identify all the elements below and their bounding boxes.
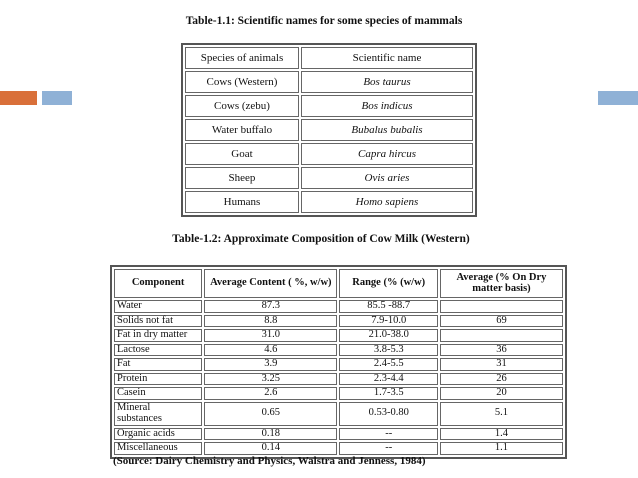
species-table xyxy=(181,43,477,217)
value-cell: 2.6 xyxy=(204,387,337,400)
accent-bar-orange xyxy=(0,91,37,105)
table-row xyxy=(185,143,473,165)
table-row xyxy=(185,71,473,93)
value-cell: 36 xyxy=(440,344,563,357)
table-header-row xyxy=(185,47,473,69)
scientific-name-cell: Bubalus bubalis xyxy=(301,119,473,141)
value-cell: 1.4 xyxy=(440,428,563,441)
table-row xyxy=(185,167,473,189)
value-cell: 3.8-5.3 xyxy=(339,344,437,357)
value-cell: 0.14 xyxy=(204,442,337,455)
component-cell: Organic acids xyxy=(114,428,202,441)
species-cell: Cows (Western) xyxy=(185,71,299,93)
component-cell: Lactose xyxy=(114,344,202,357)
value-cell: 31 xyxy=(440,358,563,371)
value-cell: 8.8 xyxy=(204,315,337,328)
value-cell: 0.18 xyxy=(204,428,337,441)
value-cell: 87.3 xyxy=(204,300,337,313)
column-header: Component xyxy=(114,269,202,298)
table2-caption: Table-1.2: Approximate Composition of Cow Milk (Western) xyxy=(172,233,470,245)
value-cell: 4.6 xyxy=(204,344,337,357)
table-row xyxy=(185,95,473,117)
value-cell: 26 xyxy=(440,373,563,386)
table-row xyxy=(114,358,563,371)
header-scientific-name: Scientific name xyxy=(301,47,473,69)
species-cell: Sheep xyxy=(185,167,299,189)
component-cell: Fat in dry matter xyxy=(114,329,202,342)
column-header: Average Content ( %, w/w) xyxy=(204,269,337,298)
scientific-name-cell: Homo sapiens xyxy=(301,191,473,213)
milk-composition-table xyxy=(110,265,567,459)
value-cell: 7.9-10.0 xyxy=(339,315,437,328)
component-cell: Solids not fat xyxy=(114,315,202,328)
accent-bar-blue-left xyxy=(42,91,72,105)
value-cell: 85.5 -88.7 xyxy=(339,300,437,313)
value-cell: 3.9 xyxy=(204,358,337,371)
table-row xyxy=(185,119,473,141)
species-cell: Humans xyxy=(185,191,299,213)
component-cell: Water xyxy=(114,300,202,313)
column-header: Range (% (w/w) xyxy=(339,269,437,298)
value-cell xyxy=(440,329,563,342)
table-row xyxy=(114,315,563,328)
table-row xyxy=(185,191,473,213)
value-cell: 1.7-3.5 xyxy=(339,387,437,400)
table-row xyxy=(114,428,563,441)
value-cell: 31.0 xyxy=(204,329,337,342)
species-cell: Goat xyxy=(185,143,299,165)
table-row xyxy=(114,329,563,342)
component-cell: Fat xyxy=(114,358,202,371)
value-cell: 2.4-5.5 xyxy=(339,358,437,371)
source-note: (Source: Dairy Chemistry and Physics, Walstra and Jenness, 1984) xyxy=(113,455,426,467)
value-cell: -- xyxy=(339,442,437,455)
table-row xyxy=(114,442,563,455)
accent-bar-blue-right xyxy=(598,91,638,105)
value-cell xyxy=(440,300,563,313)
scientific-name-cell: Bos indicus xyxy=(301,95,473,117)
table-row xyxy=(114,344,563,357)
table-row xyxy=(114,300,563,313)
value-cell: 0.53-0.80 xyxy=(339,402,437,426)
table-header-row xyxy=(114,269,563,298)
species-cell: Water buffalo xyxy=(185,119,299,141)
column-header: Average (% On Dry matter basis) xyxy=(440,269,563,298)
component-cell: Mineral substances xyxy=(114,402,202,426)
value-cell: 0.65 xyxy=(204,402,337,426)
value-cell: 1.1 xyxy=(440,442,563,455)
header-species: Species of animals xyxy=(185,47,299,69)
table-row xyxy=(114,402,563,426)
scientific-name-cell: Bos taurus xyxy=(301,71,473,93)
species-cell: Cows (zebu) xyxy=(185,95,299,117)
scientific-name-cell: Capra hircus xyxy=(301,143,473,165)
value-cell: 2.3-4.4 xyxy=(339,373,437,386)
scientific-name-cell: Ovis aries xyxy=(301,167,473,189)
value-cell: 21.0-38.0 xyxy=(339,329,437,342)
value-cell: -- xyxy=(339,428,437,441)
value-cell: 3.25 xyxy=(204,373,337,386)
table-row xyxy=(114,373,563,386)
table-row xyxy=(114,387,563,400)
value-cell: 69 xyxy=(440,315,563,328)
value-cell: 5.1 xyxy=(440,402,563,426)
component-cell: Protein xyxy=(114,373,202,386)
component-cell: Miscellaneous xyxy=(114,442,202,455)
value-cell: 20 xyxy=(440,387,563,400)
component-cell: Casein xyxy=(114,387,202,400)
table1-caption: Table-1.1: Scientific names for some species of mammals xyxy=(185,15,463,27)
